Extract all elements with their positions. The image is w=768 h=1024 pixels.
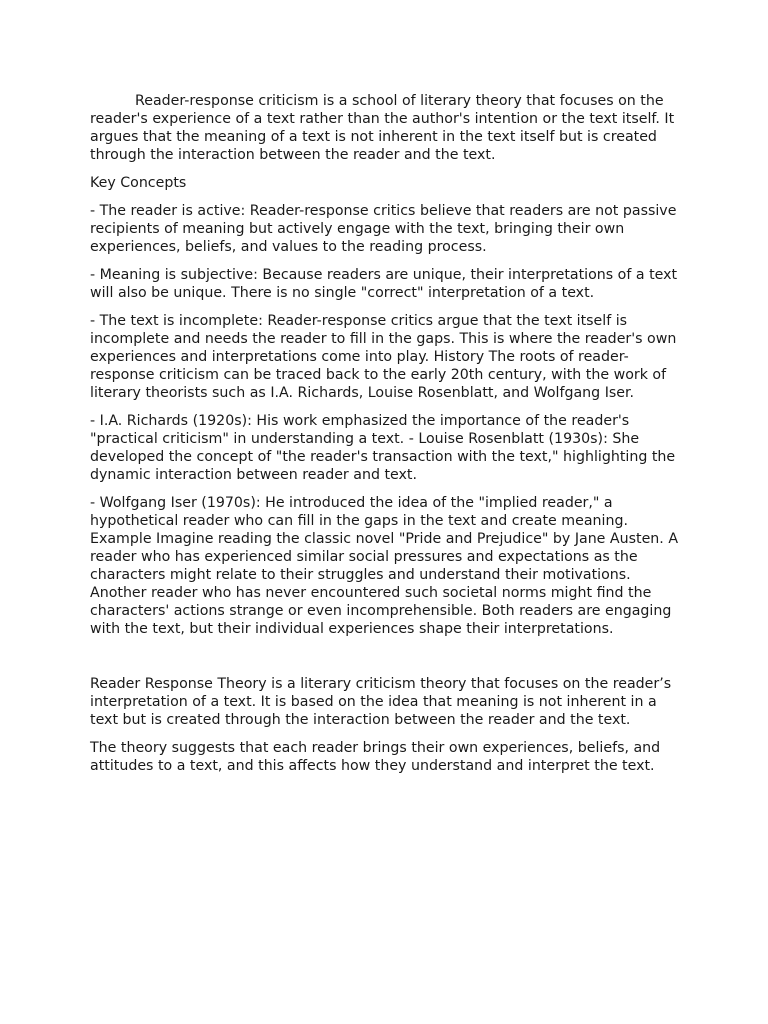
key-concepts-heading: Key Concepts: [90, 175, 187, 191]
intro-paragraph: Reader-response criticism is a school of literary theory that focuses on the reader's experience of a text rather than the author's intention or the text itself. It argues that the meaning of a text is not inherent in the text itself but is created through the interaction between the reader and the text.: [90, 93, 675, 163]
theory-suggestion-paragraph: The theory suggests that each reader brings their own experiences, beliefs, and attitudes to a text, and this affects how they understand and interpret the text.: [90, 740, 661, 774]
document-page: [90, 92, 682, 785]
history-iser-example: - Wolfgang Iser (1970s): He introduced the idea of the "implied reader," a hypothetical reader who can fill in the gaps in the text and create meaning. Example Imagine reading the classic novel "Pride and Prejudice" by Jane Austen. A reader who has experienced similar social pressures and expectations as the characters might relate to their struggles and understand their motivations. Another reader who has never encountered such societal norms might find the characters' actions strange or even incomprehensible. Both readers are engaging with the text, but their individual experiences shape their interpretations.: [90, 495, 679, 637]
concept-text-incomplete: - The text is incomplete: Reader-response critics argue that the text itself is incomplete and needs the reader to fill in the gaps. This is where the reader's own experiences and interpretations come into play. History The roots of reader-response criticism can be traced back to the early 20th century, with the work of literary theorists such as I.A. Richards, Louise Rosenblatt, and Wolfgang Iser.: [90, 313, 677, 401]
concept-reader-active: - The reader is active: Reader-response critics believe that readers are not passive recipients of meaning but actively engage with the text, bringing their own experiences, beliefs, and values to the reading process.: [90, 203, 677, 255]
theory-summary-paragraph: Reader Response Theory is a literary criticism theory that focuses on the reader’s interpretation of a text. It is based on the idea that meaning is not inherent in a text but is created through the interaction between the reader and the text.: [90, 676, 672, 728]
concept-meaning-subjective: - Meaning is subjective: Because readers are unique, their interpretations of a text will also be unique. There is no single "correct" interpretation of a text.: [90, 267, 678, 301]
history-richards-rosenblatt: - I.A. Richards (1920s): His work emphasized the importance of the reader's "practical criticism" in understanding a text. - Louise Rosenblatt (1930s): She developed the concept of "the reader's transaction with the text," highlighting the dynamic interaction between reader and text.: [90, 413, 676, 483]
